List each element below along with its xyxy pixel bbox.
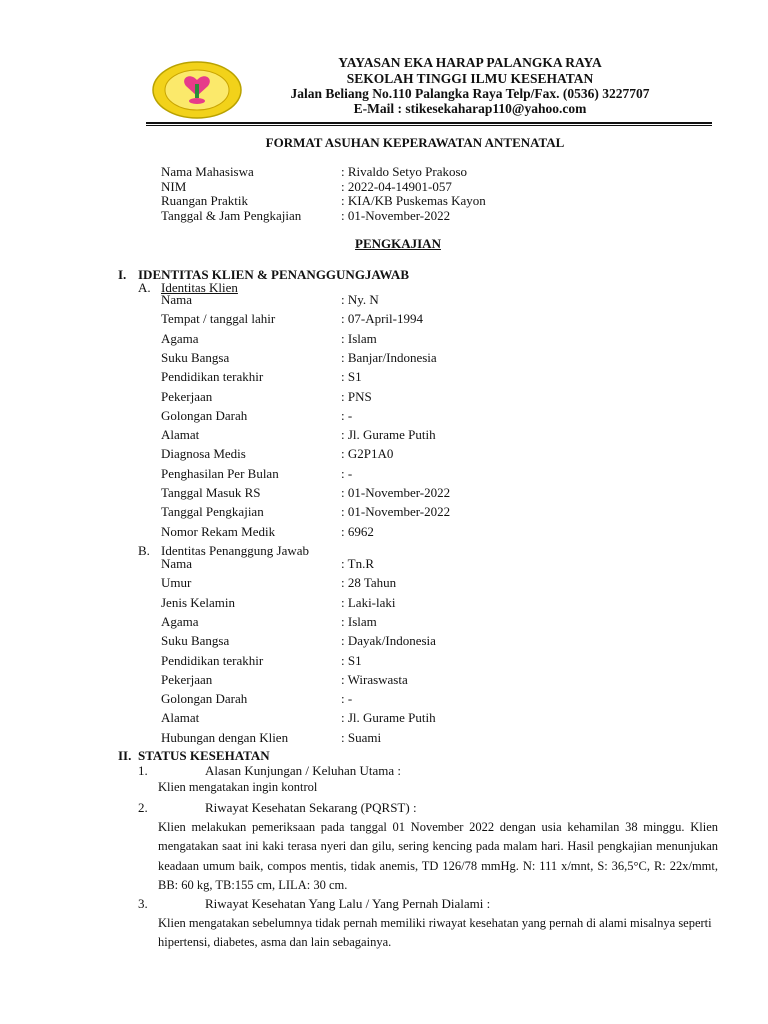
- student-info-row-value: : 01-November-2022: [341, 208, 451, 224]
- guardian-row-value: : S1: [341, 652, 362, 668]
- item-3-title: Riwayat Kesehatan Yang Lalu / Yang Pernah Dialami :: [205, 896, 491, 911]
- guardian-row-label: Suku Bangsa: [161, 633, 230, 649]
- guardian-row-value: : 28 Tahun: [341, 575, 397, 591]
- client-row-value: : S1: [341, 369, 362, 385]
- client-row-value: : 07-April-1994: [341, 311, 423, 327]
- letterhead-rule-thin: [146, 125, 712, 126]
- guardian-row-label: Umur: [161, 575, 192, 591]
- guardian-row-value: : Jl. Gurame Putih: [341, 710, 436, 726]
- client-row-label: Pekerjaan: [161, 388, 213, 404]
- letterhead-email: E-Mail : stikesekaharap110@yahoo.com: [353, 101, 587, 116]
- guardian-row-value: : -: [341, 691, 353, 707]
- guardian-row-value: : Tn.R: [341, 556, 374, 571]
- guardian-row-label: Jenis Kelamin: [161, 594, 236, 610]
- guardian-row-label: Agama: [161, 613, 199, 629]
- document-title: FORMAT ASUHAN KEPERAWATAN ANTENATAL: [265, 135, 565, 150]
- client-row-value: : G2P1A0: [341, 446, 394, 462]
- client-row-label: Agama: [161, 330, 199, 346]
- client-row-label: Penghasilan Per Bulan: [161, 465, 279, 481]
- student-info-row-label: Nama Mahasiswa: [161, 164, 254, 179]
- student-info-row-value: : KIA/KB Puskemas Kayon: [341, 193, 486, 209]
- client-row-value: : 01-November-2022: [341, 504, 451, 520]
- client-row-label: Diagnosa Medis: [161, 446, 246, 462]
- guardian-row-label: Pekerjaan: [161, 671, 213, 687]
- item-1-title: Alasan Kunjungan / Keluhan Utama :: [205, 763, 402, 778]
- item-2-body: Klien melakukan pemeriksaan pada tanggal 01 November 2022 dengan usia kehamilan 38 minggu. Klien mengatakan saat ini kaki terasa nyeri dan gilu, sering kencing pada malam hari. Hasil pengkajian menunjukan keadaan umum baik, compos mentis, tidak anemis, TD 126/78 mmHg. N: 111 x/mnt, S: 36,5°C, R: 22x/mmt, BB: 60 kg, TB:155 cm, LILA: 30 cm.: [158, 820, 718, 893]
- guardian-row-label: Hubungan dengan Klien: [161, 729, 289, 745]
- subsection-a-title: Identitas Klien: [161, 280, 238, 295]
- subsection-a-letter: A.: [138, 280, 151, 295]
- subsection-b-title: Identitas Penanggung Jawab: [161, 543, 310, 558]
- item-3-body: Klien mengatakan sebelumnya tidak pernah memiliki riwayat kesehatan yang pernah di alami misalnya seperti hipertensi, diabetes, asma dan lain sebagainya.: [158, 916, 712, 950]
- section-1-number: I.: [118, 267, 127, 282]
- client-row-label: Golongan Darah: [161, 407, 248, 423]
- institution-logo: [150, 60, 244, 120]
- client-row-label: Suku Bangsa: [161, 349, 230, 365]
- guardian-row-label: Golongan Darah: [161, 691, 248, 707]
- student-info-row-value: : Rivaldo Setyo Prakoso: [341, 164, 468, 179]
- guardian-row-value: : Wiraswasta: [341, 671, 408, 687]
- item-1-body: Klien mengatakan ingin kontrol: [158, 780, 318, 794]
- guardian-row-value: : Islam: [341, 613, 377, 629]
- client-row-value: : Ny. N: [341, 292, 379, 307]
- client-row-label: Tanggal Masuk RS: [161, 485, 261, 500]
- guardian-row-value: : Laki-laki: [341, 594, 396, 610]
- client-row-value: : 6962: [341, 523, 374, 539]
- subsection-b-letter: B.: [138, 543, 150, 558]
- letterhead-foundation: YAYASAN EKA HARAP PALANGKA RAYA: [338, 55, 602, 70]
- section-heading-pengkajian: PENGKAJIAN: [355, 236, 441, 251]
- letterhead-school: SEKOLAH TINGGI ILMU KESEHATAN: [346, 71, 594, 86]
- section-2-number: II.: [118, 748, 132, 763]
- item-3-number: 3.: [138, 896, 148, 911]
- client-row-label: Nomor Rekam Medik: [161, 523, 276, 539]
- client-row-label: Tanggal Pengkajian: [161, 504, 264, 520]
- client-row-value: : -: [341, 465, 353, 481]
- item-2-title: Riwayat Kesehatan Sekarang (PQRST) :: [205, 800, 417, 815]
- client-row-label: Pendidikan terakhir: [161, 369, 264, 385]
- student-info-row-label: NIM: [161, 178, 187, 194]
- client-row-label: Alamat: [161, 427, 200, 443]
- guardian-row-value: : Suami: [341, 729, 382, 745]
- client-row-value: : 01-November-2022: [341, 485, 451, 500]
- student-info-row-value: : 2022-04-14901-057: [341, 178, 452, 194]
- guardian-row-label: Pendidikan terakhir: [161, 652, 264, 668]
- section-2-title: STATUS KESEHATAN: [138, 748, 270, 763]
- guardian-row-label: Nama: [161, 556, 193, 571]
- student-info-row-label: Tanggal & Jam Pengkajian: [161, 208, 302, 224]
- letterhead-rule-thick: [146, 122, 712, 124]
- client-row-value: : Jl. Gurame Putih: [341, 427, 436, 443]
- section-1-title: IDENTITAS KLIEN & PENANGGUNGJAWAB: [138, 267, 409, 282]
- letterhead-address: Jalan Beliang No.110 Palangka Raya Telp/Fax. (0536) 3227707: [290, 86, 650, 101]
- guardian-row-value: : Dayak/Indonesia: [341, 633, 436, 649]
- student-info-row-label: Ruangan Praktik: [161, 193, 249, 209]
- client-row-value: : Banjar/Indonesia: [341, 349, 437, 365]
- client-row-value: : Islam: [341, 330, 377, 346]
- client-row-label: Nama: [161, 292, 193, 307]
- client-row-label: Tempat / tanggal lahir: [161, 311, 276, 327]
- client-row-value: : PNS: [341, 388, 372, 404]
- item-2-number: 2.: [138, 800, 148, 815]
- item-1-number: 1.: [138, 763, 148, 778]
- guardian-row-label: Alamat: [161, 710, 200, 726]
- client-row-value: : -: [341, 407, 353, 423]
